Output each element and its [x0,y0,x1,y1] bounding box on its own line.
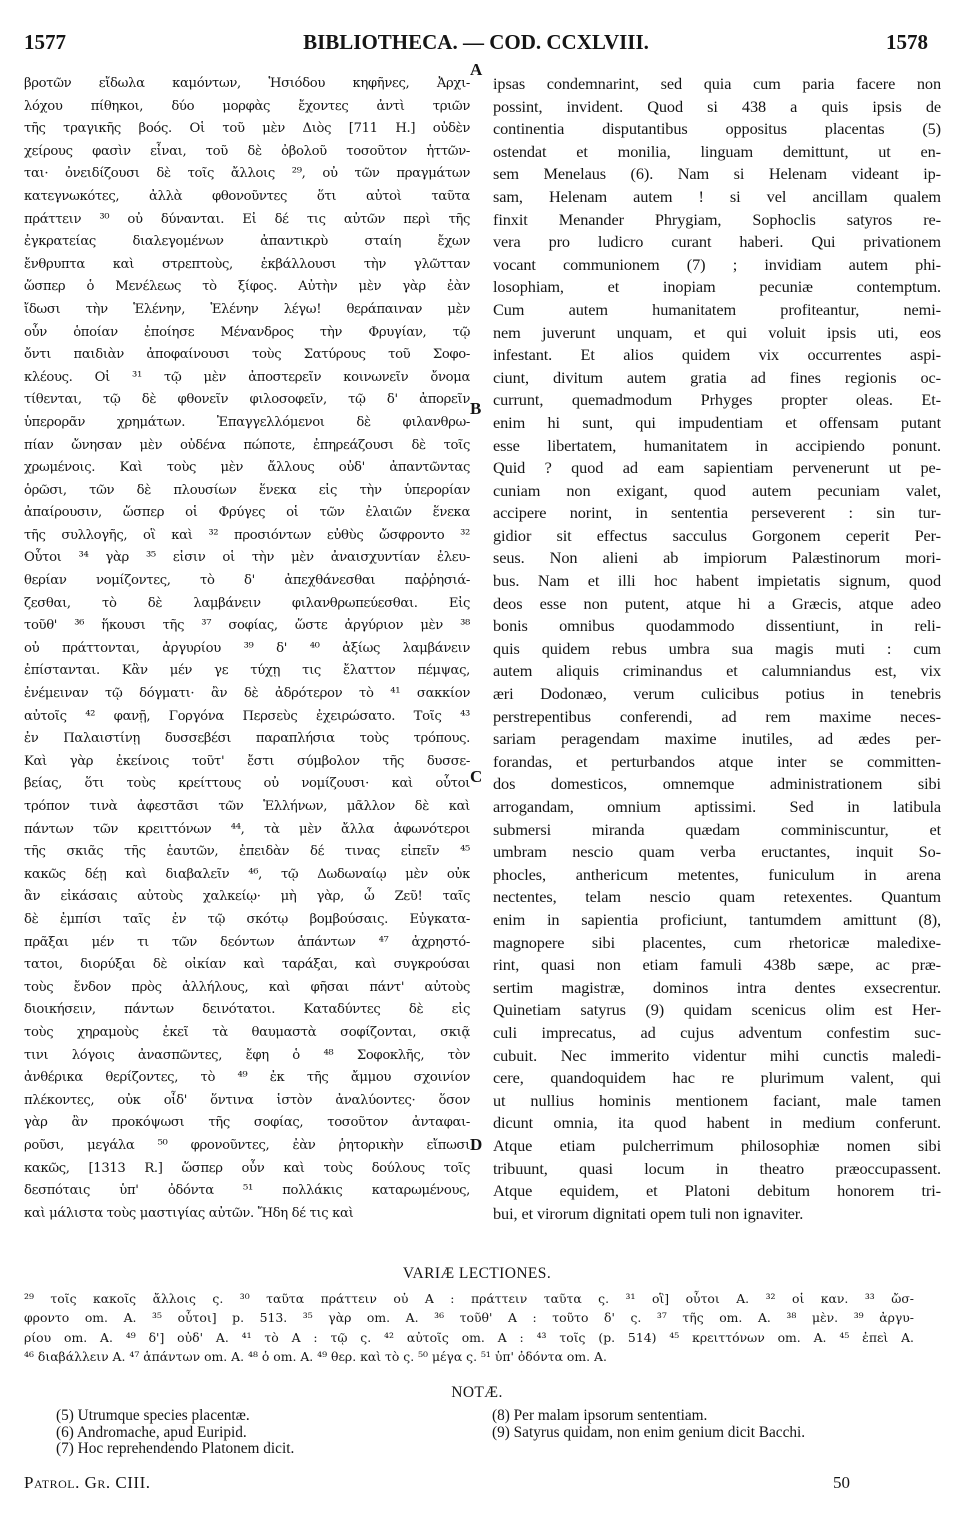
greek-text-line: βροτῶν εἴδωλα καμόντων, Ἡσιόδου κηφῆνες, Ἀρχι- [24,76,470,91]
greek-text-line: δὲ ἐμπίσι ταῖς ἐν τῷ σκότῳ βομβούσαις. Εὐγκατα- [24,911,470,927]
latin-text-line: Atque equidem, et Platoni debitum honorem tri- [493,1181,941,1201]
greek-text-line: βείας, ὅτι τοὺς κρείττους οὐ νομίζουσι· καὶ οὗτοι [24,776,470,792]
left-page-number: 1577 [24,29,66,54]
footnote: (9) Satyrus quidam, non enim genium dicit Bacchi. [492,1423,806,1441]
greek-text-line: ἐν Παλαιστίνῃ δυσσεβέσι παραπλήσια τοὺς τρόπους. [24,731,470,747]
variant-reading-line: ⁴⁶ διαβάλλειν A. ⁴⁷ ἁπάντων om. A. ⁴⁸ ὁ om. A. ⁴⁹ θερ. καὶ τὸ ς. ⁵⁰ μέγα ς. ⁵¹ ὑπ' ὀδόντα om. A. [24,1348,607,1364]
latin-text-line: nectentes, telam nescio quam retexentes. Quantum [493,887,941,907]
latin-text-line: vera pro ludicro curant haberi. Qui privationem [493,232,941,252]
variae-lectiones [24,1289,914,1366]
latin-text-line: ciunt, divitum autem gratia ad fines regionis oc- [493,367,941,387]
latin-text-line: enim hi sunt, qui impudentiam et offensam putant [493,412,941,432]
right-page-number: 1578 [886,29,928,54]
greek-text-line: χείρους φασὶν εἶναι, τοῦ δὲ ὀβολοῦ τοσοῦτον ἡττῶν- [24,143,470,159]
greek-text-line: κακῶς, [1313 R.] ὥσπερ οὖν καὶ τοὺς δούλους τοῖς [24,1160,470,1176]
notes-right-column [492,1408,932,1441]
greek-text-line: χρωμένοις. Καὶ τοὺς μὲν ἄλλους οὐδ' ἀπαντῶντας [24,460,470,476]
latin-text-line: Quid ? quod ad eam sapientiam pervenerunt ut pe- [493,458,941,478]
latin-text-line: ut nullius hominis mentionem faciant, male tamen [493,1090,941,1110]
footnote: (8) Per malam ipsorum sententiam. [492,1407,708,1424]
latin-text-line: losophiam, et inopiam pecuniæ contemptum. [493,277,941,297]
greek-text-line: πάντων τῶν κρειττόνων ⁴⁴, τὰ μὲν ἄλλα ἀφωνότεροι [24,821,470,837]
greek-text-line: τινι λόγοις ἀνασπῶντες, ἔφη ὁ ⁴⁸ Σοφοκλῆς, τὸν [24,1047,470,1063]
latin-text-line: sem Menelaus (6). Nam si Helenam videant ip- [493,164,941,184]
page-footer [24,1470,850,1496]
greek-text-line: ὄντι παιδιὰν ἀποφαίνουσι τοὺς Σατύρους τοῦ Σοφο- [24,347,470,363]
greek-text-line: ται· ὀνειδίζουσι δὲ τοῖς ἄλλοις ²⁹, οὐ τῶν πραγμάτων [24,166,470,182]
latin-text-line: vocant communionem (7) ; invidiam autem phi- [493,254,941,274]
latin-text-line: ipsas condemnarint, sed quia cum paria facere non [493,74,941,93]
greek-text-line: ἐγκρατείας διαλεγομένων ἀπαντικρὺ σταίη ἔχων [24,234,470,250]
greek-text-column [24,73,470,1225]
greek-text-line: Οὗτοι ³⁴ γὰρ ³⁵ εἰσιν οἱ τὴν μὲν ἀναισχυντίαν ἐλευ- [24,550,470,566]
greek-text-line: τρόπον τινὰ ἀφεστᾶσι τῶν Ἑλλήνων, μᾶλλον δὲ καὶ [24,799,470,814]
latin-text-line: arrogandam, omnium aptissimi. Sed in latibula [493,797,941,816]
greek-text-line: ἂν εἰκάσαις αὐτοὺς χαλκείῳ· μὴ γὰρ, ὦ Ζεῦ! ταῖς [24,889,470,905]
latin-text-line: deos esse non putent, atque hi a Græcis, atque adeo [493,593,941,613]
latin-text-line: cere, quandoquidem hac re plurimum valent, qui [493,1068,941,1088]
latin-text-line: enim in sapientia proficiunt, tantumdem amittunt (8), [493,909,941,929]
section-marker-b: B [470,399,482,418]
footer-signature: 50 [833,1473,850,1492]
latin-text-line: esse libertatem, humanitatem in accipiendo ponunt. [493,435,941,455]
latin-text-line: accipere norint, in sententia perseverent : sin tur- [493,503,941,523]
greek-text-line: πλέκοντες, οὐκ οἶδ' ὅντινα ἱστὸν ἀναλύοντες· ὅσον [24,1092,470,1108]
variae-lectiones-title: VARIÆ LECTIONES. [402,1265,552,1282]
footnote: (6) Andromache, apud Euripid. [56,1423,247,1441]
section-marker-a: A [470,60,483,79]
latin-text-line: cuniam non exigant, quod autem pecuniam valet, [493,480,941,500]
greek-text-line: Καὶ γὰρ ἐκείνοις τοῦτ' ἔστι σύμβολον τῆς δυσσε- [24,753,470,769]
latin-text-line: infestant. Et alios quidem vix occurrentes aspi- [493,345,941,365]
greek-text-line: κακῶς δέῃ καὶ διαβαλεῖν ⁴⁶, τῷ Δωδωναίῳ μὲν οὐκ [24,866,470,882]
latin-text-line: magnopere sibi placentes, cum rhetoricæ maledixe- [493,932,941,952]
latin-text-line: dicunt omnia, ita quod habent in medium conferunt. [493,1113,941,1133]
greek-text-line: τῆς συλλογῆς, οἳ καὶ ³² προσιόντων εὐθὺς ὤσφροντο ³² [24,527,470,543]
latin-text-line: culi imprecatus, ad cujus adventum confestim suc- [493,1022,941,1042]
greek-text-line: πρᾶξαι μέν τι τῶν δεόντων ἁπάντων ⁴⁷ ἀχρηστό- [24,934,470,950]
greek-text-line: πράττειν ³⁰ οὐ δύνανται. Εἰ δέ τις αὐτῶν περὶ τῆς [24,211,470,227]
latin-text-line: rint, quasi non etiam famuli 438b sæpe, ac præ- [493,955,941,975]
latin-text-column [493,73,941,1225]
greek-text-line: ἐνέμειναν τῷ δόγματι· ἂν δὲ ἀδρότερον τὸ ⁴¹ σακκίον [24,686,470,702]
greek-text-line: τοὺς χηραμοὺς ἐκεῖ τὰ θαυμαστὰ σοφίζονται, σκιᾷ [24,1024,470,1040]
latin-text-line: sertim magistræ, dominos intra dentes exsecrentur. [493,977,941,997]
variant-reading-line: ²⁹ τοῖς κακοῖς ἄλλοις ς. ³⁰ ταῦτα πράττειν οὐ A : πράττειν ταῦτα ς. ³¹ οἳ] οὗτοι A. ³² οἱ καν. ³³ ὤσ- [24,1291,914,1306]
latin-text-line: tribuunt, quasi locum in theatro præoccupassent. [493,1158,941,1178]
latin-text-line: sariam peragendam maxime inutiles, ad ædes per- [493,729,941,749]
greek-text-line: τῆς τραγικῆς βοός. Οἱ τοῦ μὲν Διὸς [711 Η.] οὐδὲν [24,121,470,137]
greek-text-line: ἀνθέρικα θερίζοντες, τὸ ⁴⁹ ἐκ τῆς ἄμμου σχοινίον [24,1070,470,1086]
greek-text-line: ἔνθρυπτα καὶ στρεπτοὺς, ἐκβάλλουσι τὴν γλῶτταν [24,256,470,272]
latin-text-line: possint, invident. Quod si 438 a quis ipsis de [493,96,941,116]
latin-text-line: cubuit. Nec immerito videntur mihi cunctis maledi- [493,1045,941,1065]
latin-text-line: æri Dodonæo, verum culicibus potius in tenebris [493,684,941,704]
variant-reading-line: ρίου om. A. ⁴⁹ δ'] οὐδ' A. ⁴¹ τὸ A : τῷ ς. ⁴² αὐτοῖς om. A : ⁴³ τοῖς (p. 514) ⁴⁵ κρειττόνων om. A. ⁴⁵ ἐπεὶ A. [24,1329,914,1345]
greek-text-line: κλέους. Οἱ ³¹ τῷ μὲν ἀποστερεῖν κοινωνεῖν ὄνομα [24,369,470,385]
notes-left-column [56,1408,466,1458]
latin-text-line: quis quidem rebus umbra sua magis muti : cum [493,638,941,658]
greek-text-line: τοὺς ἔνδον πρὸς ἀλλήλους, καὶ φῆσαι πάντ' αὐτοὺς [24,979,470,995]
latin-text-line: Quinetiam satyrus (9) quidam scenicus olim est Her- [493,1000,941,1020]
greek-text-line: οὐ πράττονται, ἀργυρίου ³⁹ δ' ⁴⁰ ἀξίως λαμβάνειν [24,640,470,656]
latin-text-line: seus. Non alieni ab impiorum Palæstinorum mori- [493,548,941,568]
greek-text-line: ὁρῶσι, τῶν δὲ πλουσίων ἕνεκα εἰς τὴν ὑπερορίαν [24,482,470,498]
latin-text-line: continentia disputantibus oppositus placentas (5) [493,119,941,139]
greek-text-line: ἀπαίρουσιν, ὥσπερ οἱ Φρύγες οἱ τῶν ἐλαιῶν ἕνεκα [24,505,470,521]
greek-text-line: ζεσθαι, τὸ δὲ λαμβάνειν φιλανθρωπεύεσθαι. Εἰς [24,595,470,611]
greek-text-line: λόχου πίθηκοι, δύο μορφὰς ἔχοντες ἀντὶ τριῶν [24,98,470,114]
greek-text-line: θερίαν νομίζοντες, τὸ δ' ἀπεχθάνεσθαι παῤῥησιά- [24,573,470,589]
latin-text-line: bonis omnibus quodammodo dissentiunt, in reli- [493,616,941,636]
latin-text-line: currunt, quemadmodum Prhyges propter oleas. Et- [493,390,941,410]
latin-text-line: gidior sit effectus sacculus Gorgonem ceperit Per- [493,525,941,545]
greek-text-line: τῆς σκιᾶς τῆς ἑαυτῶν, ἐπειδὰν δέ τινας εἰπεῖν ⁴⁵ [24,844,470,860]
greek-text-line: οὖν ὁποίαν ἐποίησε Μένανδρος τὴν Φρυγίαν, τῷ [24,324,470,340]
footnote: (7) Hoc reprehendendo Platonem dicit. [56,1440,295,1457]
latin-text-line: finxit Menander Phrygiam, Sophoclis satyros re- [493,209,941,229]
latin-text-line: phocles, anthericum metentes, funiculum in arena [493,864,941,884]
footnote: (5) Utrumque species placentæ. [56,1407,250,1424]
latin-text-line: bus. Nam et illi hoc habent impietatis signum, quod [493,571,941,591]
footer-series: Patrol. Gr. CIII. [24,1473,151,1492]
greek-text-line: ροῦσι, μεγάλα ⁵⁰ φρονοῦντες, ἐὰν ῥητορικὴν εἴπωσι [24,1137,470,1153]
greek-text-line: διοικήσειν, πάντων δεινότατοι. Καταδύντες δὲ εἰς [24,1002,470,1018]
latin-text-line: Cum autem humanitatem profiteantur, nemi- [493,299,941,319]
greek-text-line: πίαν ὤνησαν μὲν οὐδένα πώποτε, ἐπηρεάζουσι δὲ τοῖς [24,437,470,453]
variant-reading-line: φροντο om. A. ³⁵ οὗτοι] p. 513. ³⁵ γὰρ om. A. ³⁶ τοῦθ' A : τοῦτο δ' ς. ³⁷ τῆς om. A. ³⁸ μὲν. ³⁹ ἀργυ- [24,1310,914,1326]
section-marker-c: C [470,767,483,786]
page-header [24,28,928,56]
greek-text-line: ἴδωσι τὴν Ἑλένην, Ἑλένην λέγω! θεράπαιναν μὲν [24,301,470,317]
greek-text-line: αὐτοῖς ⁴² φανῇ, Γοργόνα Περσεὺς ἐχειρώσατο. Τοῖς ⁴³ [24,708,470,724]
latin-text-line: forandas, et perturbandos atque inter se committen- [493,751,941,771]
latin-text-line: dos domesticos, omnemque administrationem sibi [493,774,941,794]
latin-text-line: sam, Helenam autem ! si vel ancillam qualem [493,186,941,206]
greek-text-line: ἐπίστανται. Κἂν μέν γε τύχῃ τις ἔλαττον πέμψας, [24,663,470,679]
greek-text-line: τατοι, διορύξαι δὲ οἰκίαν καὶ ταράξαι, καὶ συγκρούσαι [24,957,470,973]
greek-text-line: καὶ μάλιστα τοὺς μαστιγίας αὐτῶν. Ἤδη δέ τις καὶ [24,1205,354,1221]
latin-text-line: perstrepentibus conferendi, ad rem maxime neces- [493,706,941,726]
section-marker-d: D [470,1135,483,1154]
greek-text-line: τίθενται, τῷ δὲ φθονεῖν φιλοσοφεῖν, τῷ δ' ἀπορεῖν [24,392,470,408]
latin-text-line: nem juverunt unquam, et qui voluit ipsis uti, eos [493,322,941,342]
notae-title: NOTÆ. [451,1384,503,1401]
greek-text-line: δεσπόταις ὑπ' ὀδόντα ⁵¹ πολλάκις καταρωμένους, [24,1183,470,1199]
latin-text-line: ostendat et monilia, linguam demittunt, ut en- [493,141,941,161]
latin-text-line: submersi miranda quædam comminiscuntur, et [493,819,941,839]
greek-text-line: κατεγνωκότες, ἀλλὰ φθονοῦντες ὅτι αὐτοὶ ταῦτα [24,188,470,204]
greek-text-line: τοῦθ' ³⁶ ἥκουσι τῆς ³⁷ σοφίας, ὥστε ἀργύριον μὲν ³⁸ [24,618,470,634]
latin-text-line: autem aliquis criminandus et calumniandus est, vix [493,661,941,681]
greek-text-line: ὑπερορᾶν χρημάτων. Ἐπαγγελλόμενοι δὲ φιλανθρω- [24,414,470,430]
latin-text-line: umbram nescio quam verba eructantes, inquit So- [493,842,941,862]
greek-text-line: γὰρ ἂν προκόψωσι τῆς σοφίας, τοσοῦτον ἀνταφαι- [24,1115,470,1131]
latin-text-line: Atque etiam pulcherrimum philosophiæ nomen sibi [493,1135,941,1155]
running-title: BIBLIOTHECA. — COD. CCXLVIII. [303,29,649,54]
greek-text-line: ὥσπερ ὁ Μενέλεως τὸ ξίφος. Αὐτὴν μὲν γὰρ ἐὰν [24,279,470,295]
latin-text-line: bui, et virorum dignitati opem tuli non ignaviter. [493,1203,804,1223]
